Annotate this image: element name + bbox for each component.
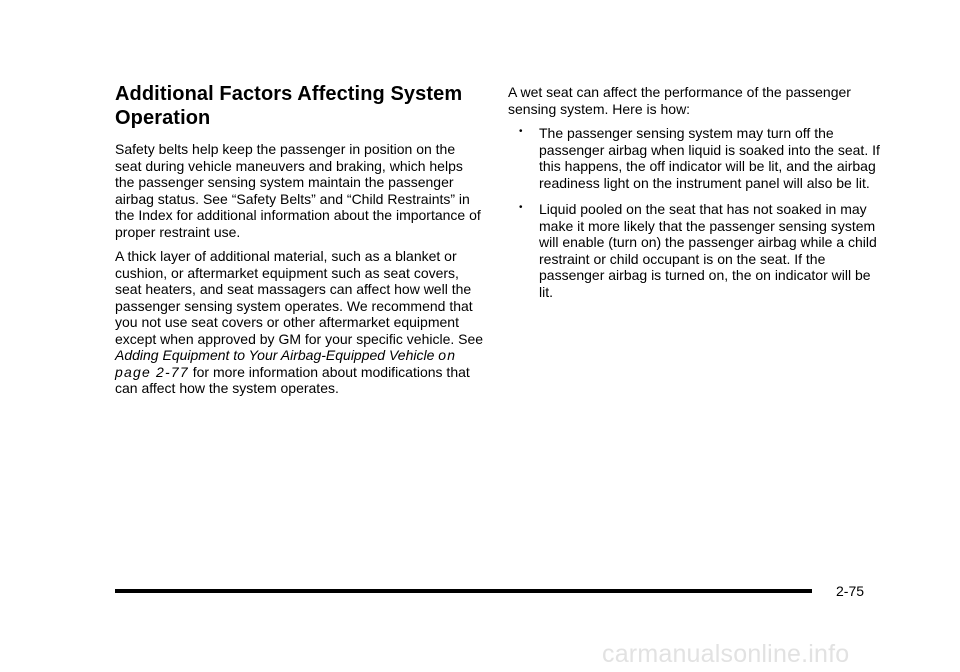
aftermarket-equipment-paragraph <box>115 248 485 397</box>
bullet-text: Liquid pooled on the seat that has not soaked in may make it more likely that the passenger sensing system will enable (turn on) the passenger airbag while a child restraint or child occupant is on the seat. If the passenger airbag is turned on, the on indicator will be lit. <box>539 201 877 300</box>
wet-seat-bullet-list <box>508 125 888 300</box>
cross-reference-page: on page 2-77 <box>115 347 457 380</box>
bullet-item-airbag-on <box>508 201 888 300</box>
watermark: carmanualsonline.info <box>602 640 850 668</box>
right-column <box>508 84 888 310</box>
bullet-icon: • <box>519 126 523 137</box>
aftermarket-paragraph-outro: for more information about modifications that can affect how the system operates. <box>115 363 470 396</box>
bullet-item-airbag-off <box>508 125 888 191</box>
aftermarket-paragraph-intro: A thick layer of additional material, such as a blanket or cushion, or aftermarket equipment such as seat covers, seat heaters, and seat massagers can affect how well the passenger sensing system operates. We recommend that you not use seat covers or other aftermarket equipment except when approved by GM for your specific vehicle. See <box>115 248 484 347</box>
wet-seat-intro: A wet seat can affect the performance of the passenger sensing system. Here is how: <box>508 84 851 117</box>
cross-reference-title: Adding Equipment to Your Airbag-Equipped Vehicle <box>115 347 435 363</box>
safety-belts-paragraph: Safety belts help keep the passenger in position on the seat during vehicle maneuvers and braking, which helps the passenger sensing system maintain the passenger airbag status. See “Safety Belts” and “Child Restraints” in the Index for additional information about the importance of proper restraint use. <box>115 141 481 240</box>
section-title: Additional Factors Affecting System Operation <box>115 83 463 129</box>
page-number: 2-75 <box>836 583 865 599</box>
footer-rule <box>115 589 812 593</box>
left-column <box>115 82 485 405</box>
bullet-icon: • <box>519 202 523 213</box>
bullet-text: The passenger sensing system may turn off the passenger airbag when liquid is soaked into the seat. If this happens, the off indicator will be lit, and the airbag readiness light on the instrument panel will also be lit. <box>539 125 880 191</box>
